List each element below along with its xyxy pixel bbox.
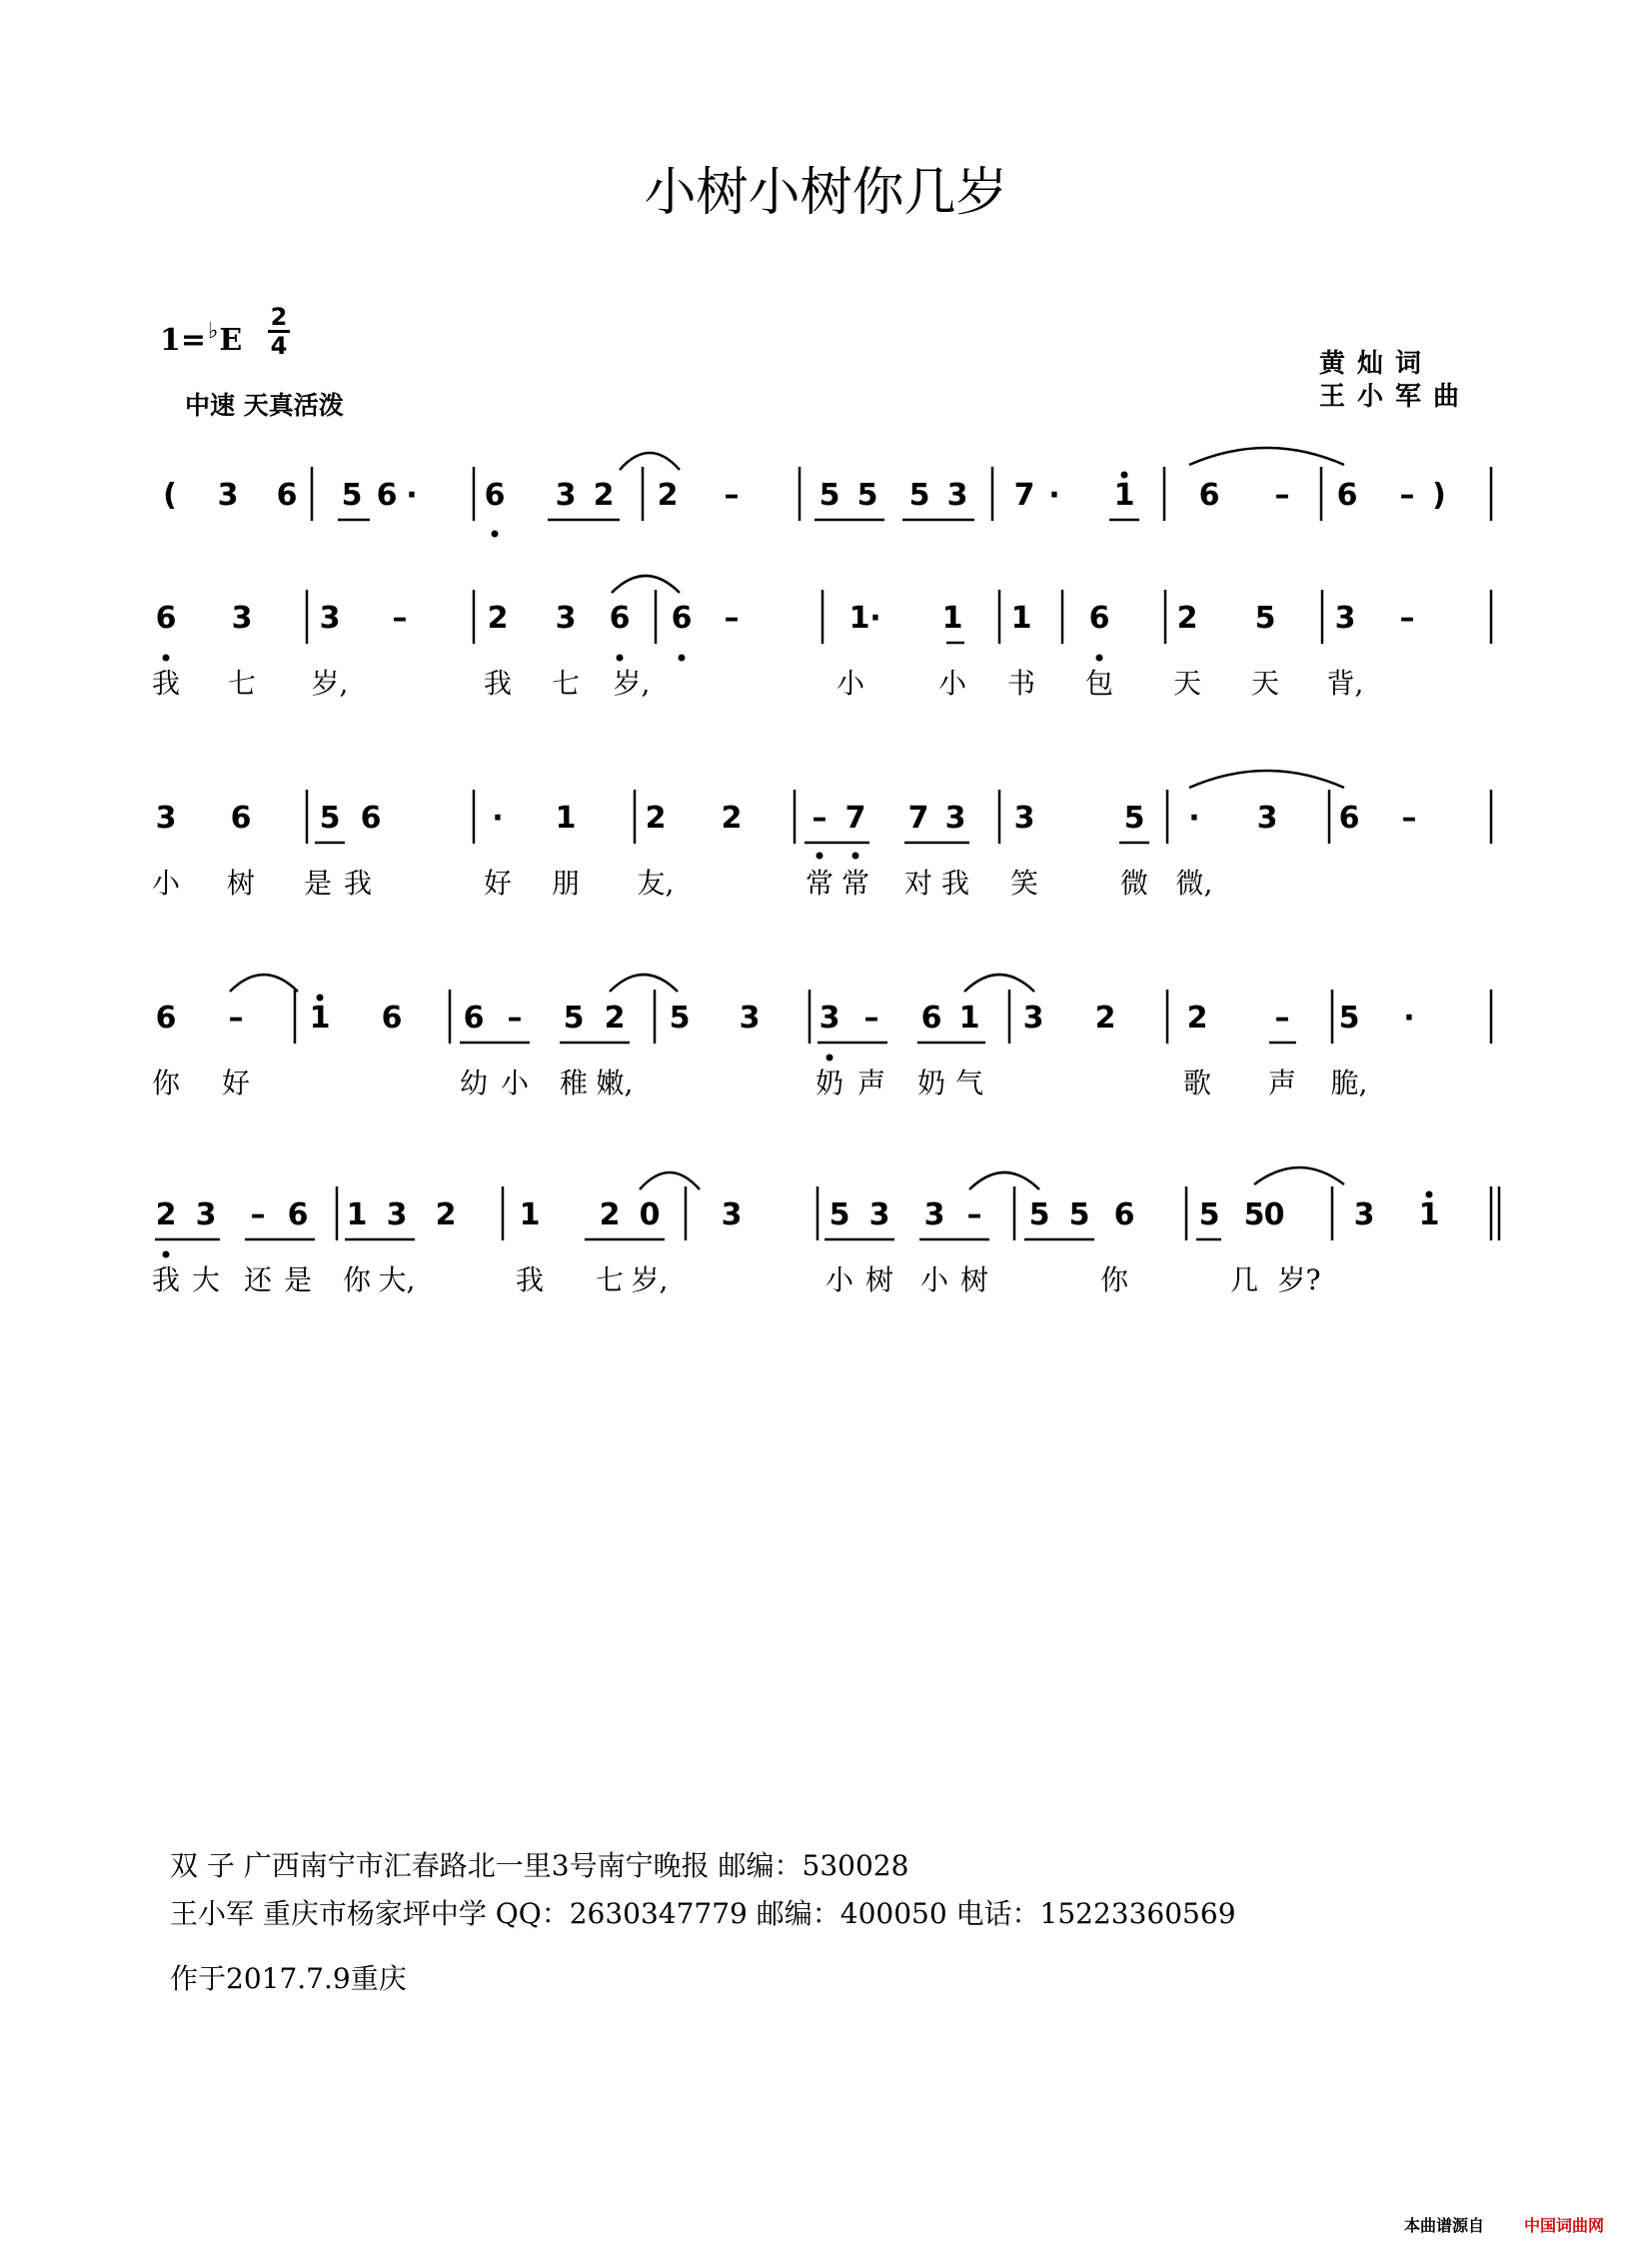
lyric-syllable: 小 (825, 1263, 854, 1296)
note: 5 (819, 478, 840, 513)
flat-sign: ♭ (208, 318, 219, 344)
lyric-syllable: 大 (191, 1263, 221, 1296)
lyric-syllable: 我 (515, 1263, 545, 1296)
note: · (492, 801, 504, 836)
lyric-syllable: 笑 (1009, 867, 1039, 900)
note: · (869, 601, 881, 636)
note: 6 (484, 478, 506, 513)
note: 1 (1113, 478, 1135, 513)
lyric-syllable: 是 (303, 867, 333, 900)
note: 6 (276, 478, 298, 513)
note: 5 (669, 1001, 691, 1036)
slur (1254, 1167, 1344, 1184)
note: 3 (231, 601, 253, 636)
lyric-syllable: 小 (937, 667, 967, 700)
note: 6 (1338, 801, 1360, 836)
note: 2 (657, 478, 679, 513)
footer-date: 作于2017.7.9重庆 (170, 1962, 407, 1995)
note: 1 (958, 1001, 980, 1036)
lyric-syllable: 奶 (916, 1067, 946, 1100)
lyric-syllable: 小 (919, 1263, 949, 1296)
slur (612, 576, 680, 593)
note: 3 (923, 1197, 945, 1232)
note: 7 (844, 801, 866, 836)
lyric-syllable: 树 (959, 1263, 989, 1296)
note: 1 (309, 1001, 331, 1036)
note: – (1399, 601, 1415, 636)
lyric-syllable: 天 (1172, 667, 1202, 700)
note: 3 (555, 601, 577, 636)
time-sig-top: 2 (270, 303, 288, 331)
low-octave-dot (163, 655, 170, 662)
lyric-syllable: 稚 (559, 1067, 589, 1100)
note: 5 (1338, 1001, 1360, 1036)
low-octave-dot (617, 655, 624, 662)
lyric-syllable: 小 (151, 867, 181, 900)
slur (230, 975, 298, 992)
lyric-syllable: 七 (595, 1263, 625, 1296)
note: 5 (1028, 1197, 1050, 1232)
note: 3 (1013, 801, 1035, 836)
lyric-syllable: 岁, (311, 667, 349, 700)
lyric-syllable: 还 (243, 1263, 273, 1296)
lyric-syllable: 朋 (551, 867, 581, 900)
note: 5 (1068, 1197, 1090, 1232)
low-octave-dot (1096, 655, 1103, 662)
lyric-syllable: 树 (864, 1263, 894, 1296)
slur (969, 1172, 1039, 1189)
note: 1 (941, 601, 963, 636)
note: 3 (721, 1197, 743, 1232)
note: 6 (360, 801, 382, 836)
note: 6 (376, 478, 398, 513)
lyric-syllable: 我 (483, 667, 513, 700)
lyric-syllable: 大, (378, 1263, 416, 1296)
lyric-syllable: 天 (1250, 667, 1280, 700)
note: 2 (435, 1197, 457, 1232)
lyric-syllable: 我 (343, 867, 373, 900)
note: 5 (908, 478, 930, 513)
slur (610, 975, 678, 992)
note: 3 (555, 478, 577, 513)
note: – (1399, 478, 1415, 513)
slur (640, 1172, 700, 1189)
lyric-syllable: 我 (151, 667, 181, 700)
slur (1189, 771, 1344, 788)
lyric-syllable: 好 (221, 1067, 251, 1100)
note: 1 (519, 1197, 541, 1232)
lyric-syllable: 七 (227, 667, 257, 700)
note: 2 (155, 1197, 177, 1232)
watermark-site: 中国词曲网 (1524, 2216, 1605, 2235)
lyric-syllable: 树 (226, 867, 256, 900)
lyric-syllable: 小 (500, 1067, 530, 1100)
lyric-syllable: 声 (856, 1067, 886, 1100)
lyricist: 黄灿词 (1319, 349, 1434, 379)
note: 3 (217, 478, 239, 513)
lyric-syllable: 常 (805, 867, 834, 900)
low-octave-dot (817, 853, 824, 860)
page-title: 小树小树你几岁 (644, 163, 1008, 223)
note: 6 (287, 1197, 309, 1232)
lyric-syllable: 嫩, (596, 1067, 634, 1100)
lyric-syllable: 七 (551, 667, 581, 700)
lyric-syllable: 气 (954, 1067, 984, 1100)
note: 3 (944, 801, 966, 836)
note: – (724, 601, 740, 636)
note: 2 (487, 601, 509, 636)
low-octave-dot (852, 853, 859, 860)
lyric-syllable: 好 (483, 867, 513, 900)
tempo-marking: 中速 天真活泼 (185, 391, 344, 420)
note: 6 (463, 1001, 485, 1036)
lyric-syllable: 幼 (459, 1067, 489, 1100)
note: · (1403, 1001, 1415, 1036)
note: – (228, 1001, 244, 1036)
lyric-syllable: 是 (283, 1263, 313, 1296)
key-prefix: 1= (160, 323, 207, 358)
note: 3 (1022, 1001, 1044, 1036)
lyric-syllable: 我 (940, 867, 970, 900)
note: 6 (671, 601, 693, 636)
note: 1 (848, 601, 870, 636)
composer: 王小军曲 (1319, 382, 1472, 412)
note: 6 (609, 601, 631, 636)
watermark-source: 本曲谱源自 (1404, 2216, 1485, 2235)
bracket: ) (1432, 478, 1446, 513)
lyric-syllable: 书 (1006, 667, 1036, 700)
note: 6 (230, 801, 252, 836)
lyric-syllable: 脆, (1330, 1067, 1368, 1100)
lyric-syllable: 歌 (1182, 1067, 1212, 1100)
note: 3 (819, 1001, 840, 1036)
note: 6 (920, 1001, 942, 1036)
note: 6 (1088, 601, 1110, 636)
note: 2 (1094, 1001, 1116, 1036)
note: – (1401, 801, 1417, 836)
high-octave-dot (317, 995, 324, 1002)
note: 3 (155, 801, 177, 836)
note: · (1048, 478, 1060, 513)
footer-author2: 王小军 重庆市杨家坪中学 QQ：2630347779 邮编：400050 电话：15223360569 (170, 1897, 1236, 1930)
lyric-syllable: 你 (1099, 1263, 1129, 1296)
note: 3 (1256, 801, 1278, 836)
note: 3 (868, 1197, 890, 1232)
note: 6 (1336, 478, 1358, 513)
note: 6 (381, 1001, 403, 1036)
note: 3 (386, 1197, 408, 1232)
note: 2 (1176, 601, 1198, 636)
note: – (1274, 478, 1290, 513)
note: 3 (1353, 1197, 1375, 1232)
note: 3 (739, 1001, 761, 1036)
note: 2 (645, 801, 667, 836)
note: 0 (1263, 1197, 1285, 1232)
note: 6 (1198, 478, 1220, 513)
slur (964, 975, 1034, 992)
note: 2 (1186, 1001, 1208, 1036)
note: 1 (1418, 1197, 1440, 1232)
note: 7 (907, 801, 929, 836)
note: 2 (593, 478, 615, 513)
note: 5 (1198, 1197, 1220, 1232)
lyric-syllable: 奶 (815, 1067, 844, 1100)
slur (620, 453, 680, 470)
low-octave-dot (826, 1055, 833, 1062)
note: 5 (319, 801, 341, 836)
high-octave-dot (1121, 472, 1128, 479)
lyric-syllable: 岁, (631, 1263, 669, 1296)
note: 3 (1334, 601, 1356, 636)
note: – (966, 1197, 982, 1232)
note: – (392, 601, 408, 636)
lyric-syllable: 岁? (1277, 1263, 1321, 1296)
key-note: E (219, 323, 243, 358)
note: 5 (1254, 601, 1276, 636)
lyric-syllable: 微, (1175, 867, 1213, 900)
note: 6 (155, 1001, 177, 1036)
note: 5 (1243, 1197, 1265, 1232)
note: – (250, 1197, 266, 1232)
note: 5 (828, 1197, 850, 1232)
note: – (863, 1001, 879, 1036)
low-octave-dot (679, 655, 686, 662)
note: 0 (639, 1197, 661, 1232)
lyric-syllable: 包 (1084, 667, 1114, 700)
lyric-syllable: 我 (151, 1263, 181, 1296)
low-octave-dot (492, 531, 499, 538)
lyric-syllable: 你 (151, 1067, 181, 1100)
bracket: ( (163, 478, 177, 513)
note: · (1188, 801, 1200, 836)
high-octave-dot (1426, 1191, 1433, 1198)
note: 1 (346, 1197, 368, 1232)
time-sig-bottom: 4 (270, 332, 288, 360)
note: 3 (946, 478, 968, 513)
lyric-syllable: 微 (1119, 867, 1149, 900)
lyric-syllable: 声 (1267, 1067, 1297, 1100)
lyric-syllable: 背, (1326, 667, 1364, 700)
note: 2 (604, 1001, 626, 1036)
note: 3 (319, 601, 341, 636)
note: 5 (341, 478, 363, 513)
lyric-syllable: 几 (1229, 1263, 1259, 1296)
lyric-syllable: 对 (903, 867, 933, 900)
note: 1 (555, 801, 577, 836)
note: – (1274, 1001, 1290, 1036)
lyric-syllable: 岁, (613, 667, 651, 700)
note: 6 (1113, 1197, 1135, 1232)
note: 5 (856, 478, 878, 513)
note: 7 (1013, 478, 1035, 513)
footer-author1: 双 子 广西南宁市汇春路北一里3号南宁晚报 邮编：530028 (170, 1849, 909, 1882)
lyric-syllable: 小 (835, 667, 865, 700)
low-octave-dot (163, 1251, 170, 1258)
note: 6 (155, 601, 177, 636)
slur (1189, 448, 1344, 465)
lyric-syllable: 常 (840, 867, 870, 900)
note: 5 (1123, 801, 1145, 836)
note: – (812, 801, 827, 836)
note: 2 (721, 801, 743, 836)
note: 2 (599, 1197, 621, 1232)
lyric-syllable: 你 (342, 1263, 372, 1296)
note: 1 (1010, 601, 1032, 636)
note: · (406, 478, 418, 513)
note: 5 (563, 1001, 585, 1036)
lyric-syllable: 友, (637, 867, 675, 900)
note: 3 (195, 1197, 217, 1232)
note: – (724, 478, 740, 513)
note: – (507, 1001, 523, 1036)
